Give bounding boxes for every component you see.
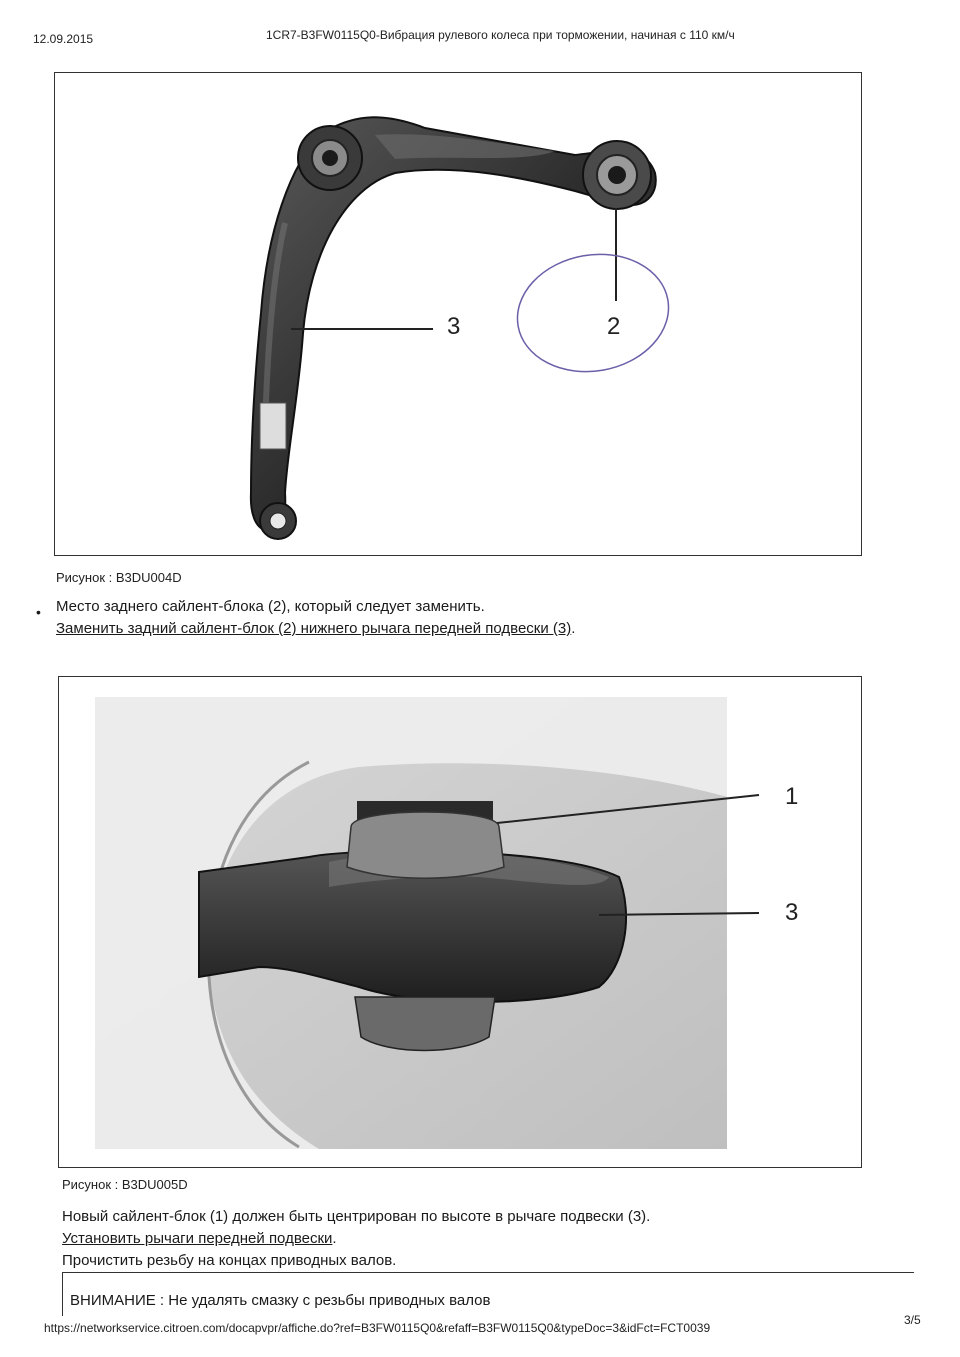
link-1-period: . bbox=[571, 620, 576, 637]
replace-bushing-link[interactable]: Заменить задний сайлент-блок (2) нижнего рычага передней подвески (3) bbox=[56, 620, 572, 637]
paragraph-2: Новый сайлент-блок (1) должен быть центрирован по высоте в рычаге подвески (3). bbox=[62, 1208, 651, 1225]
warning-left-rule bbox=[62, 1272, 63, 1316]
header-title: 1CR7-B3FW0115Q0-Вибрация рулевого колеса при торможении, начиная с 110 км/ч bbox=[266, 28, 735, 42]
header-date: 12.09.2015 bbox=[33, 32, 94, 46]
page-number: 3/5 bbox=[904, 1313, 921, 1327]
callout-label-2: 2 bbox=[607, 313, 621, 340]
figure-2-illustration bbox=[59, 677, 862, 1168]
callout-label-3: 3 bbox=[447, 313, 461, 340]
callout-label-3b: 3 bbox=[785, 899, 799, 926]
warning-top-rule bbox=[62, 1272, 914, 1273]
paragraph-1: Место заднего сайлент-блока (2), который следует заменить. bbox=[56, 598, 485, 615]
paragraph-link-line-2 bbox=[62, 1228, 337, 1250]
footer-url[interactable]: https://networkservice.citroen.com/docapvpr/affiche.do?ref=B3FW0115Q0&refaff=B3FW0115Q0&typeDoc=3&idFct=FCT0039 bbox=[44, 1321, 711, 1335]
warning-text: ВНИМАНИЕ : Не удалять смазку с резьбы приводных валов bbox=[70, 1292, 491, 1309]
handdrawn-circle bbox=[508, 243, 678, 384]
install-arms-link[interactable]: Установить рычаги передней подвески bbox=[62, 1230, 333, 1247]
callout-label-1: 1 bbox=[785, 783, 799, 810]
paragraph-link-line-1 bbox=[56, 618, 575, 640]
figure-1-frame bbox=[54, 72, 862, 556]
link-2-period: . bbox=[332, 1230, 337, 1247]
paragraph-3: Прочистить резьбу на концах приводных валов. bbox=[62, 1252, 397, 1269]
figure-2-frame bbox=[58, 676, 862, 1168]
bullet-mark: • bbox=[36, 604, 41, 620]
figure-1-caption: Рисунок : B3DU004D bbox=[56, 570, 182, 585]
figure-2-caption: Рисунок : B3DU005D bbox=[62, 1177, 188, 1192]
